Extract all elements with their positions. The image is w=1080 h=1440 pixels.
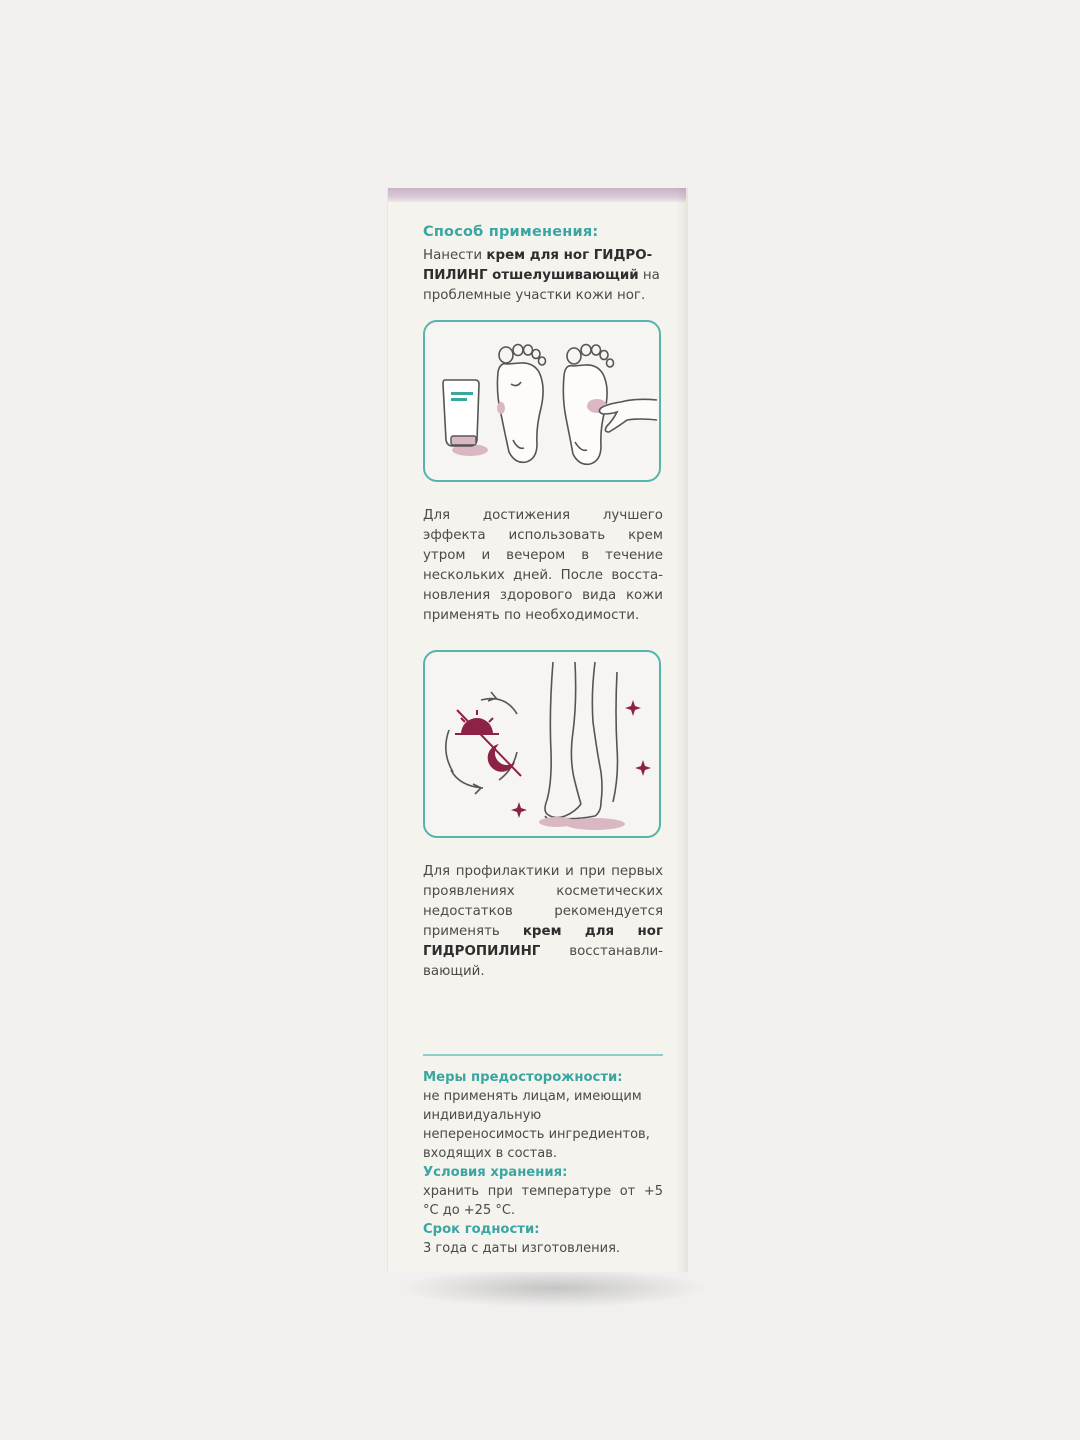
cream-tube-icon: [443, 380, 488, 456]
legs-illustration: [425, 652, 659, 836]
sparkle-icons: [511, 700, 651, 818]
moon-icon: [488, 744, 515, 772]
day-night-cycle-icon: [446, 692, 521, 794]
foot-cream-illustration: [425, 322, 659, 480]
prevention-text: Для профилактики и при первых проявлениях косметических недостатков рекомендуется применять крем для ног ГИДРОПИЛИНГ восстанавли-вающий.: [423, 864, 663, 979]
storage-title: Условия хранения:: [423, 1165, 568, 1180]
precautions-block: [423, 1068, 663, 1258]
legs-icon: [545, 662, 618, 820]
shelf-life-title: Срок годности:: [423, 1222, 540, 1237]
box-edge: [676, 188, 686, 1272]
shelf-life-text: 3 года с даты изготовления.: [423, 1241, 621, 1256]
method-intro: Нанести крем для ног ГИДРО-ПИЛИНГ отшелушивающий на проблемные участки кожи ног.: [423, 248, 660, 303]
method-product-name: крем для ног ГИДРО-ПИЛИНГ отшелушивающий: [423, 248, 653, 283]
prevention-product-name: крем для ног ГИДРОПИЛИНГ: [423, 924, 663, 959]
box-content: [423, 224, 663, 1258]
application-illustration: [423, 320, 661, 482]
product-box: [388, 188, 686, 1272]
precautions-text: не применять лицам, имеющим индивидуальную непереносимость ингредиентов, входящих в состав.: [423, 1089, 650, 1161]
box-top-flap: [388, 188, 686, 202]
storage-text: хранить при температуре от +5 °С до +25 °С.: [423, 1184, 663, 1218]
precautions-title: Меры предосторожности:: [423, 1070, 623, 1085]
hand-icon: [599, 399, 657, 432]
method-title: Способ применения:: [423, 224, 599, 240]
divider: [423, 1054, 663, 1056]
foot-sole-icon: [497, 345, 545, 463]
day-night-illustration: [423, 650, 661, 838]
effect-text: Для достижения лучшего эффекта использовать крем утром и вечером в течение нескольких дней. После восста-новления здорового вида кожи применять по необходимости.: [423, 508, 663, 623]
box-shadow: [398, 1268, 708, 1308]
